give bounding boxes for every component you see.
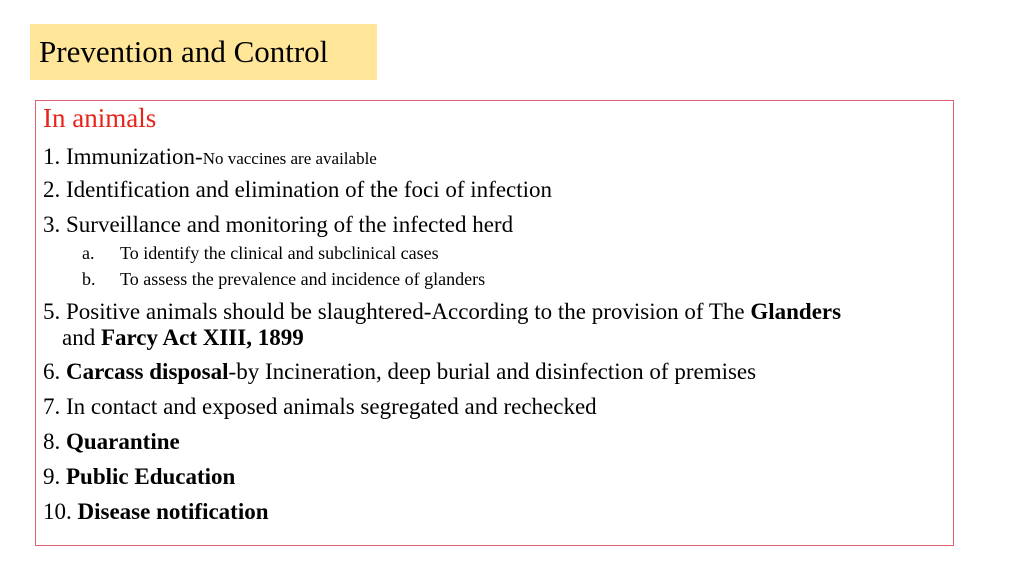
item-bold-act: Farcy Act XIII, 1899 (100, 325, 304, 350)
item-text: 5. Positive animals should be slaughtered-According to the provision of The (43, 299, 751, 324)
item-prefix: 9. (43, 464, 66, 489)
content-box (35, 100, 954, 546)
list-item-identification (43, 177, 552, 203)
item-text: 3. Surveillance and monitoring of the infected herd (43, 212, 514, 237)
list-item-quarantine (43, 429, 180, 455)
list-item-contact (43, 394, 597, 420)
list-item-slaughter (43, 299, 841, 325)
item-text: 7. In contact and exposed animals segregated and rechecked (43, 394, 597, 419)
list-item-notification (43, 499, 269, 525)
list-item-immunization (43, 144, 377, 172)
sub-item-text: To identify the clinical and subclinical cases (120, 243, 439, 263)
section-heading: In animals (43, 103, 157, 133)
sub-item-marker: b. (82, 269, 96, 289)
item-bold: Carcass disposal (66, 359, 229, 384)
list-item-slaughter-cont (62, 325, 304, 351)
item-text: 1. Immunization- (43, 144, 203, 169)
item-prefix: 8. (43, 429, 66, 454)
list-item-education (43, 464, 235, 490)
item-note: No vaccines are available (202, 149, 377, 168)
sub-item-text: To assess the prevalence and incidence of glanders (120, 269, 486, 289)
slide-title: Prevention and Control (39, 34, 329, 69)
item-text: -by Incineration, deep burial and disinfection of premises (228, 359, 757, 384)
item-prefix: 10. (43, 499, 78, 524)
item-prefix: 6. (43, 359, 66, 384)
item-bold: Disease notification (77, 499, 269, 524)
slide-title-box (30, 24, 377, 80)
item-bold: Quarantine (66, 429, 180, 454)
list-item-carcass (43, 359, 756, 385)
list-item-surveillance (43, 212, 513, 238)
item-bold-glanders: Glanders (750, 299, 842, 324)
item-text: 2. Identification and elimination of the foci of infection (43, 177, 553, 202)
sub-item-marker: a. (82, 243, 95, 263)
item-text: and (62, 325, 101, 350)
item-bold: Public Education (66, 464, 236, 489)
